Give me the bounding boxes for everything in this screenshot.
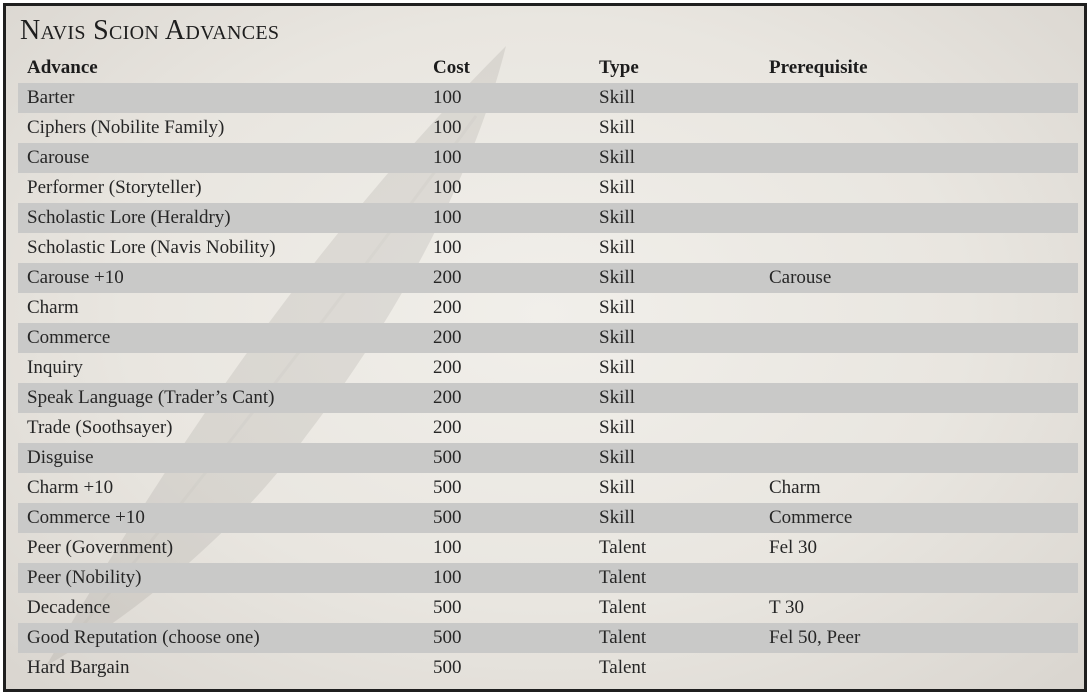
cost-cell: 100 — [433, 87, 462, 108]
table-header-row — [18, 53, 1078, 83]
cost-cell: 500 — [433, 477, 462, 498]
cost-cell: 200 — [433, 297, 462, 318]
advance-cell: Disguise — [27, 447, 94, 468]
table-body — [18, 83, 1078, 683]
table-row — [18, 173, 1078, 203]
type-cell: Skill — [599, 177, 635, 198]
advance-cell: Peer (Nobility) — [27, 567, 142, 588]
type-cell: Talent — [599, 627, 647, 648]
prerequisite-cell: Commerce — [769, 507, 853, 528]
column-header-cost: Cost — [433, 57, 470, 78]
type-cell: Skill — [599, 507, 635, 528]
table-row — [18, 443, 1078, 473]
advance-cell: Scholastic Lore (Navis Nobility) — [27, 237, 276, 258]
type-cell: Talent — [599, 597, 647, 618]
advance-cell: Peer (Government) — [27, 537, 174, 558]
advance-cell: Good Reputation (choose one) — [27, 627, 260, 648]
prerequisite-cell: Carouse — [769, 267, 832, 288]
page-title: Navis Scion Advances — [20, 15, 280, 46]
type-cell: Skill — [599, 237, 635, 258]
cost-cell: 100 — [433, 207, 462, 228]
table-row — [18, 593, 1078, 623]
type-cell: Skill — [599, 267, 635, 288]
cost-cell: 100 — [433, 567, 462, 588]
column-header-advance: Advance — [27, 57, 98, 78]
cost-cell: 100 — [433, 117, 462, 138]
advance-cell: Trade (Soothsayer) — [27, 417, 173, 438]
prerequisite-cell: Fel 50, Peer — [769, 627, 861, 648]
table-row — [18, 623, 1078, 653]
cost-cell: 500 — [433, 447, 462, 468]
cost-cell: 100 — [433, 177, 462, 198]
advance-cell: Performer (Storyteller) — [27, 177, 202, 198]
type-cell: Skill — [599, 387, 635, 408]
type-cell: Skill — [599, 417, 635, 438]
table-row — [18, 353, 1078, 383]
table-row — [18, 503, 1078, 533]
cost-cell: 200 — [433, 327, 462, 348]
advance-cell: Barter — [27, 87, 75, 108]
table-row — [18, 293, 1078, 323]
table-row — [18, 323, 1078, 353]
cost-cell: 200 — [433, 387, 462, 408]
cost-cell: 500 — [433, 657, 462, 678]
cost-cell: 100 — [433, 237, 462, 258]
table-row — [18, 653, 1078, 683]
type-cell: Skill — [599, 207, 635, 228]
table-row — [18, 203, 1078, 233]
advance-cell: Inquiry — [27, 357, 83, 378]
type-cell: Skill — [599, 87, 635, 108]
prerequisite-cell: Fel 30 — [769, 537, 818, 558]
advances-table — [18, 53, 1078, 683]
type-cell: Skill — [599, 327, 635, 348]
cost-cell: 500 — [433, 627, 462, 648]
table-row — [18, 113, 1078, 143]
type-cell: Skill — [599, 447, 635, 468]
advance-cell: Charm — [27, 297, 79, 318]
advance-cell: Commerce — [27, 327, 111, 348]
advance-cell: Ciphers (Nobilite Family) — [27, 117, 225, 138]
advance-cell: Decadence — [27, 597, 111, 618]
column-header-prerequisite: Prerequisite — [769, 57, 868, 78]
cost-cell: 500 — [433, 597, 462, 618]
advance-cell: Carouse — [27, 147, 90, 168]
table-row — [18, 473, 1078, 503]
advance-cell: Scholastic Lore (Heraldry) — [27, 207, 231, 228]
advance-cell: Commerce +10 — [27, 507, 145, 528]
type-cell: Skill — [599, 117, 635, 138]
advances-table-panel — [3, 3, 1087, 692]
table-row — [18, 263, 1078, 293]
table-row — [18, 563, 1078, 593]
table-row — [18, 143, 1078, 173]
type-cell: Talent — [599, 567, 647, 588]
cost-cell: 200 — [433, 417, 462, 438]
cost-cell: 200 — [433, 357, 462, 378]
cost-cell: 500 — [433, 507, 462, 528]
advance-cell: Charm +10 — [27, 477, 114, 498]
cost-cell: 100 — [433, 537, 462, 558]
advance-cell: Carouse +10 — [27, 267, 124, 288]
table-row — [18, 233, 1078, 263]
column-header-type: Type — [599, 57, 639, 78]
table-row — [18, 413, 1078, 443]
advance-cell: Hard Bargain — [27, 657, 130, 678]
advance-cell: Speak Language (Trader’s Cant) — [27, 387, 275, 408]
type-cell: Skill — [599, 297, 635, 318]
table-row — [18, 83, 1078, 113]
type-cell: Talent — [599, 537, 647, 558]
table-row — [18, 533, 1078, 563]
type-cell: Skill — [599, 357, 635, 378]
type-cell: Skill — [599, 147, 635, 168]
cost-cell: 200 — [433, 267, 462, 288]
table-row — [18, 383, 1078, 413]
prerequisite-cell: Charm — [769, 477, 821, 498]
type-cell: Talent — [599, 657, 647, 678]
prerequisite-cell: T 30 — [769, 597, 805, 618]
cost-cell: 100 — [433, 147, 462, 168]
type-cell: Skill — [599, 477, 635, 498]
